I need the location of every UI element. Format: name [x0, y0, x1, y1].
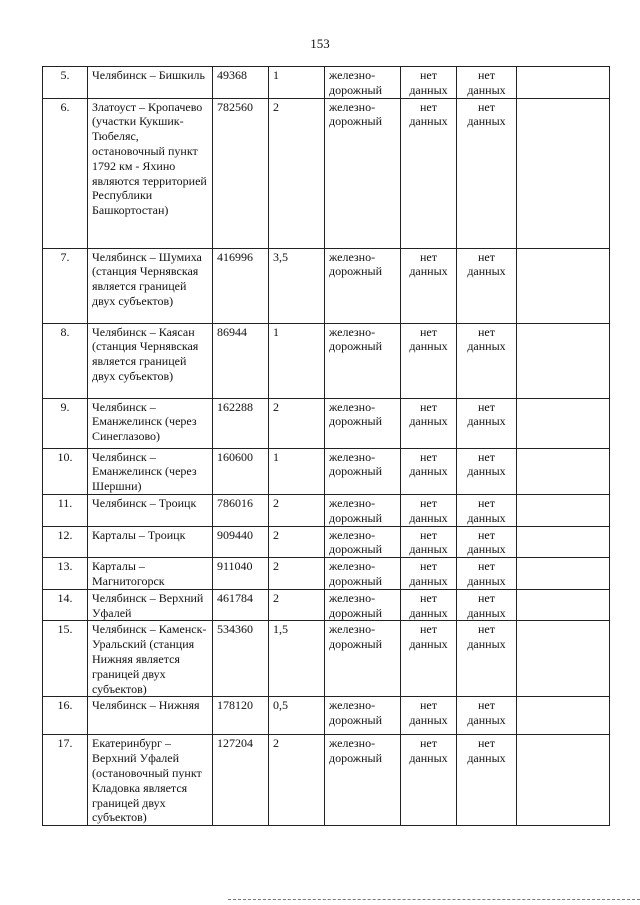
- route-level: 1: [269, 67, 325, 99]
- empty-cell: [517, 98, 610, 248]
- transport-type: железно-дорожный: [325, 697, 401, 735]
- route-level: 3,5: [269, 248, 325, 323]
- route-level: 0,5: [269, 697, 325, 735]
- route-level: 1: [269, 448, 325, 494]
- route-level: 2: [269, 398, 325, 448]
- transport-type: железно-дорожный: [325, 589, 401, 621]
- data-status-2: нет данных: [457, 589, 517, 621]
- data-status-2: нет данных: [457, 494, 517, 526]
- route-name: Челябинск – Нижняя: [88, 697, 213, 735]
- data-status-1: нет данных: [401, 323, 457, 398]
- data-status-1: нет данных: [401, 526, 457, 558]
- page-number: 153: [310, 36, 330, 51]
- table-row: [43, 248, 610, 323]
- route-name: Челябинск – Троицк: [88, 494, 213, 526]
- table-row: [43, 621, 610, 697]
- data-status-1: нет данных: [401, 448, 457, 494]
- row-number: 13.: [43, 558, 88, 590]
- empty-cell: [517, 398, 610, 448]
- bottom-rule: [228, 899, 640, 900]
- empty-cell: [517, 494, 610, 526]
- route-name: Челябинск – Еманжелинск (через Шершни): [88, 448, 213, 494]
- data-status-1: нет данных: [401, 558, 457, 590]
- empty-cell: [517, 526, 610, 558]
- transport-type: железно-дорожный: [325, 67, 401, 99]
- data-status-2: нет данных: [457, 98, 517, 248]
- table-row: [43, 98, 610, 248]
- empty-cell: [517, 697, 610, 735]
- empty-cell: [517, 621, 610, 697]
- route-name: Карталы – Троицк: [88, 526, 213, 558]
- route-level: 2: [269, 494, 325, 526]
- table-row: [43, 526, 610, 558]
- data-status-1: нет данных: [401, 621, 457, 697]
- row-number: 16.: [43, 697, 88, 735]
- route-code: 911040: [213, 558, 269, 590]
- row-number: 7.: [43, 248, 88, 323]
- transport-type: железно-дорожный: [325, 448, 401, 494]
- empty-cell: [517, 558, 610, 590]
- route-level: 2: [269, 558, 325, 590]
- route-code: 534360: [213, 621, 269, 697]
- route-code: 160600: [213, 448, 269, 494]
- transport-type: железно-дорожный: [325, 526, 401, 558]
- data-status-2: нет данных: [457, 67, 517, 99]
- data-status-2: нет данных: [457, 248, 517, 323]
- route-name: Златоуст – Кропачево (участки Кукшик-Тюбеляс, остановочный пункт 1792 км - Яхино являются территорией Республики Башкортостан): [88, 98, 213, 248]
- data-status-2: нет данных: [457, 398, 517, 448]
- data-status-2: нет данных: [457, 448, 517, 494]
- transport-type: железно-дорожный: [325, 248, 401, 323]
- route-level: 2: [269, 735, 325, 826]
- row-number: 10.: [43, 448, 88, 494]
- empty-cell: [517, 735, 610, 826]
- data-status-1: нет данных: [401, 398, 457, 448]
- route-level: 2: [269, 526, 325, 558]
- row-number: 5.: [43, 67, 88, 99]
- route-code: 786016: [213, 494, 269, 526]
- route-code: 162288: [213, 398, 269, 448]
- route-level: 1,5: [269, 621, 325, 697]
- data-status-1: нет данных: [401, 248, 457, 323]
- empty-cell: [517, 448, 610, 494]
- row-number: 15.: [43, 621, 88, 697]
- route-level: 1: [269, 323, 325, 398]
- table-row: [43, 398, 610, 448]
- table-row: [43, 735, 610, 826]
- table-row: [43, 589, 610, 621]
- data-status-2: нет данных: [457, 735, 517, 826]
- route-code: 178120: [213, 697, 269, 735]
- route-name: Карталы – Магнитогорск: [88, 558, 213, 590]
- route-name: Челябинск – Шумиха (станция Чернявская является границей двух субъектов): [88, 248, 213, 323]
- route-name: Челябинск – Каменск-Уральский (станция Нижняя является границей двух субъектов): [88, 621, 213, 697]
- route-level: 2: [269, 98, 325, 248]
- routes-table: [42, 66, 610, 826]
- transport-type: железно-дорожный: [325, 621, 401, 697]
- data-status-1: нет данных: [401, 98, 457, 248]
- transport-type: железно-дорожный: [325, 735, 401, 826]
- transport-type: железно-дорожный: [325, 323, 401, 398]
- route-name: Челябинск – Еманжелинск (через Синеглазово): [88, 398, 213, 448]
- row-number: 11.: [43, 494, 88, 526]
- table-row: [43, 448, 610, 494]
- table-row: [43, 697, 610, 735]
- route-name: Челябинск – Каясан (станция Чернявская является границей двух субъектов): [88, 323, 213, 398]
- data-status-1: нет данных: [401, 697, 457, 735]
- data-status-2: нет данных: [457, 621, 517, 697]
- route-code: 127204: [213, 735, 269, 826]
- table-body: [43, 67, 610, 826]
- route-code: 461784: [213, 589, 269, 621]
- route-code: 86944: [213, 323, 269, 398]
- row-number: 14.: [43, 589, 88, 621]
- data-status-1: нет данных: [401, 735, 457, 826]
- empty-cell: [517, 323, 610, 398]
- row-number: 9.: [43, 398, 88, 448]
- transport-type: железно-дорожный: [325, 494, 401, 526]
- data-status-1: нет данных: [401, 67, 457, 99]
- route-code: 782560: [213, 98, 269, 248]
- row-number: 17.: [43, 735, 88, 826]
- data-status-1: нет данных: [401, 494, 457, 526]
- route-name: Екатеринбург – Верхний Уфалей (остановочный пункт Кладовка является границей двух субъектов): [88, 735, 213, 826]
- route-code: 416996: [213, 248, 269, 323]
- data-status-1: нет данных: [401, 589, 457, 621]
- route-code: 49368: [213, 67, 269, 99]
- transport-type: железно-дорожный: [325, 398, 401, 448]
- empty-cell: [517, 67, 610, 99]
- route-name: Челябинск – Верхний Уфалей: [88, 589, 213, 621]
- transport-type: железно-дорожный: [325, 558, 401, 590]
- data-status-2: нет данных: [457, 697, 517, 735]
- empty-cell: [517, 248, 610, 323]
- data-status-2: нет данных: [457, 526, 517, 558]
- table-row: [43, 558, 610, 590]
- route-level: 2: [269, 589, 325, 621]
- transport-type: железно-дорожный: [325, 98, 401, 248]
- route-name: Челябинск – Бишкиль: [88, 67, 213, 99]
- table-row: [43, 494, 610, 526]
- empty-cell: [517, 589, 610, 621]
- table-row: [43, 67, 610, 99]
- table-row: [43, 323, 610, 398]
- data-status-2: нет данных: [457, 323, 517, 398]
- data-status-2: нет данных: [457, 558, 517, 590]
- row-number: 6.: [43, 98, 88, 248]
- route-code: 909440: [213, 526, 269, 558]
- row-number: 8.: [43, 323, 88, 398]
- row-number: 12.: [43, 526, 88, 558]
